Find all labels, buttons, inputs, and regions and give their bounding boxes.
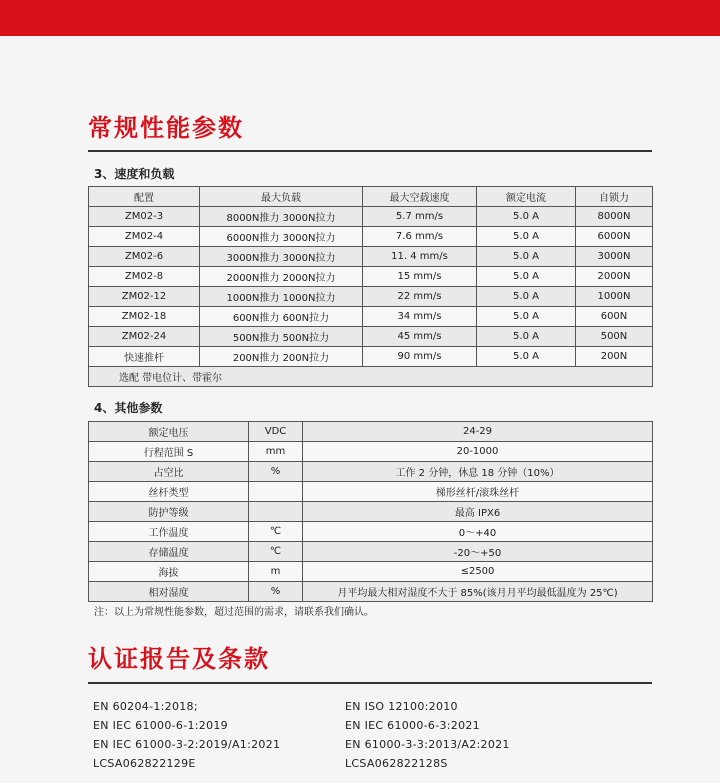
param-name-cell: 海拔 [89,562,249,582]
table-row [89,207,653,227]
param-value-cell: 20-1000 [303,442,653,462]
rated-current-cell: 5.0 A [477,207,576,227]
table-row [89,247,653,267]
cert-item: LCSA062822129E [93,757,196,770]
self-lock-cell: 600N [576,307,653,327]
max-speed-cell: 90 mm/s [363,347,477,367]
table-row [89,327,653,347]
config-cell: ZM02-24 [89,327,200,347]
table-row [89,227,653,247]
table-row [89,502,653,522]
table-row [89,582,653,602]
self-lock-cell: 1000N [576,287,653,307]
max-load-cell: 600N推力 600N拉力 [200,307,363,327]
config-cell: ZM02-3 [89,207,200,227]
max-speed-cell: 11. 4 mm/s [363,247,477,267]
config-cell: 快速推杆 [89,347,200,367]
table-header-row [89,187,653,207]
section-title-general-params: 常规性能参数 [88,114,244,142]
max-load-cell: 200N推力 200N拉力 [200,347,363,367]
max-load-cell: 6000N推力 3000N拉力 [200,227,363,247]
header-max-speed: 最大空载速度 [363,187,477,207]
max-load-cell: 3000N推力 3000N拉力 [200,247,363,267]
section-title-certification: 认证报告及条款 [88,645,270,673]
param-value-cell: -20～+50 [303,542,653,562]
param-name-cell: 丝杆类型 [89,482,249,502]
cert-item: EN IEC 61000-3-2:2019/A1:2021 [93,738,281,751]
param-unit-cell [249,502,303,522]
param-unit-cell: VDC [249,422,303,442]
param-value-cell: 最高 IPX6 [303,502,653,522]
param-unit-cell: ℃ [249,522,303,542]
param-unit-cell: mm [249,442,303,462]
table-row [89,422,653,442]
max-speed-cell: 5.7 mm/s [363,207,477,227]
max-load-cell: 8000N推力 3000N拉力 [200,207,363,227]
cert-item: EN IEC 61000-6-1:2019 [93,719,228,732]
config-cell: ZM02-6 [89,247,200,267]
table-row [89,442,653,462]
param-value-cell: 月平均最大相对湿度不大于 85%(该月月平均最低温度为 25℃) [303,582,653,602]
param-name-cell: 相对湿度 [89,582,249,602]
param-value-cell: ≤2500 [303,562,653,582]
param-unit-cell: % [249,582,303,602]
param-value-cell: 梯形丝杆/滚珠丝杆 [303,482,653,502]
cert-item: LCSA062822128S [345,757,448,770]
table-row [89,347,653,367]
config-cell: ZM02-8 [89,267,200,287]
rated-current-cell: 5.0 A [477,287,576,307]
self-lock-cell: 2000N [576,267,653,287]
header-rated-current: 额定电流 [477,187,576,207]
param-unit-cell: ℃ [249,542,303,562]
param-unit-cell: m [249,562,303,582]
param-value-cell: 工作 2 分钟，休息 18 分钟（10%） [303,462,653,482]
self-lock-cell: 200N [576,347,653,367]
section-divider [88,682,652,684]
max-speed-cell: 7.6 mm/s [363,227,477,247]
param-value-cell: 24-29 [303,422,653,442]
table-row [89,562,653,582]
rated-current-cell: 5.0 A [477,307,576,327]
param-value-cell: 0～+40 [303,522,653,542]
rated-current-cell: 5.0 A [477,327,576,347]
cert-list-right [345,697,510,773]
other-params-table [88,421,653,602]
param-name-cell: 行程范围 S [89,442,249,462]
max-load-cell: 1000N推力 1000N拉力 [200,287,363,307]
max-speed-cell: 34 mm/s [363,307,477,327]
self-lock-cell: 500N [576,327,653,347]
rated-current-cell: 5.0 A [477,347,576,367]
header-config: 配置 [89,187,200,207]
cert-item: EN 60204-1:2018; [93,700,198,713]
self-lock-cell: 3000N [576,247,653,267]
max-speed-cell: 22 mm/s [363,287,477,307]
cert-list-left [93,697,280,773]
table-row [89,522,653,542]
header-self-lock: 自锁力 [576,187,653,207]
speed-load-title: 3、速度和负载 [94,167,175,181]
cert-item: EN ISO 12100:2010 [345,700,458,713]
param-name-cell: 防护等级 [89,502,249,522]
param-name-cell: 工作温度 [89,522,249,542]
speed-load-table [88,186,653,387]
config-cell: ZM02-18 [89,307,200,327]
params-note: 注：以上为常规性能参数，超过范围的需求，请联系我们确认。 [94,607,374,618]
header-max-load: 最大负载 [200,187,363,207]
max-speed-cell: 15 mm/s [363,267,477,287]
option-note-cell: 选配 带电位计、带霍尔 [89,367,653,387]
table-row [89,267,653,287]
rated-current-cell: 5.0 A [477,227,576,247]
other-params-title: 4、其他参数 [94,401,163,415]
table-row [89,482,653,502]
max-speed-cell: 45 mm/s [363,327,477,347]
param-name-cell: 额定电压 [89,422,249,442]
config-cell: ZM02-12 [89,287,200,307]
top-banner [0,0,720,36]
section-divider [88,150,652,152]
table-row [89,307,653,327]
self-lock-cell: 6000N [576,227,653,247]
self-lock-cell: 8000N [576,207,653,227]
table-row [89,287,653,307]
param-name-cell: 占空比 [89,462,249,482]
param-name-cell: 存储温度 [89,542,249,562]
param-unit-cell: % [249,462,303,482]
cert-item: EN 61000-3-3:2013/A2:2021 [345,738,510,751]
max-load-cell: 2000N推力 2000N拉力 [200,267,363,287]
table-row [89,367,653,387]
rated-current-cell: 5.0 A [477,247,576,267]
config-cell: ZM02-4 [89,227,200,247]
cert-item: EN IEC 61000-6-3:2021 [345,719,480,732]
table-row [89,542,653,562]
param-unit-cell [249,482,303,502]
max-load-cell: 500N推力 500N拉力 [200,327,363,347]
table-row [89,462,653,482]
rated-current-cell: 5.0 A [477,267,576,287]
